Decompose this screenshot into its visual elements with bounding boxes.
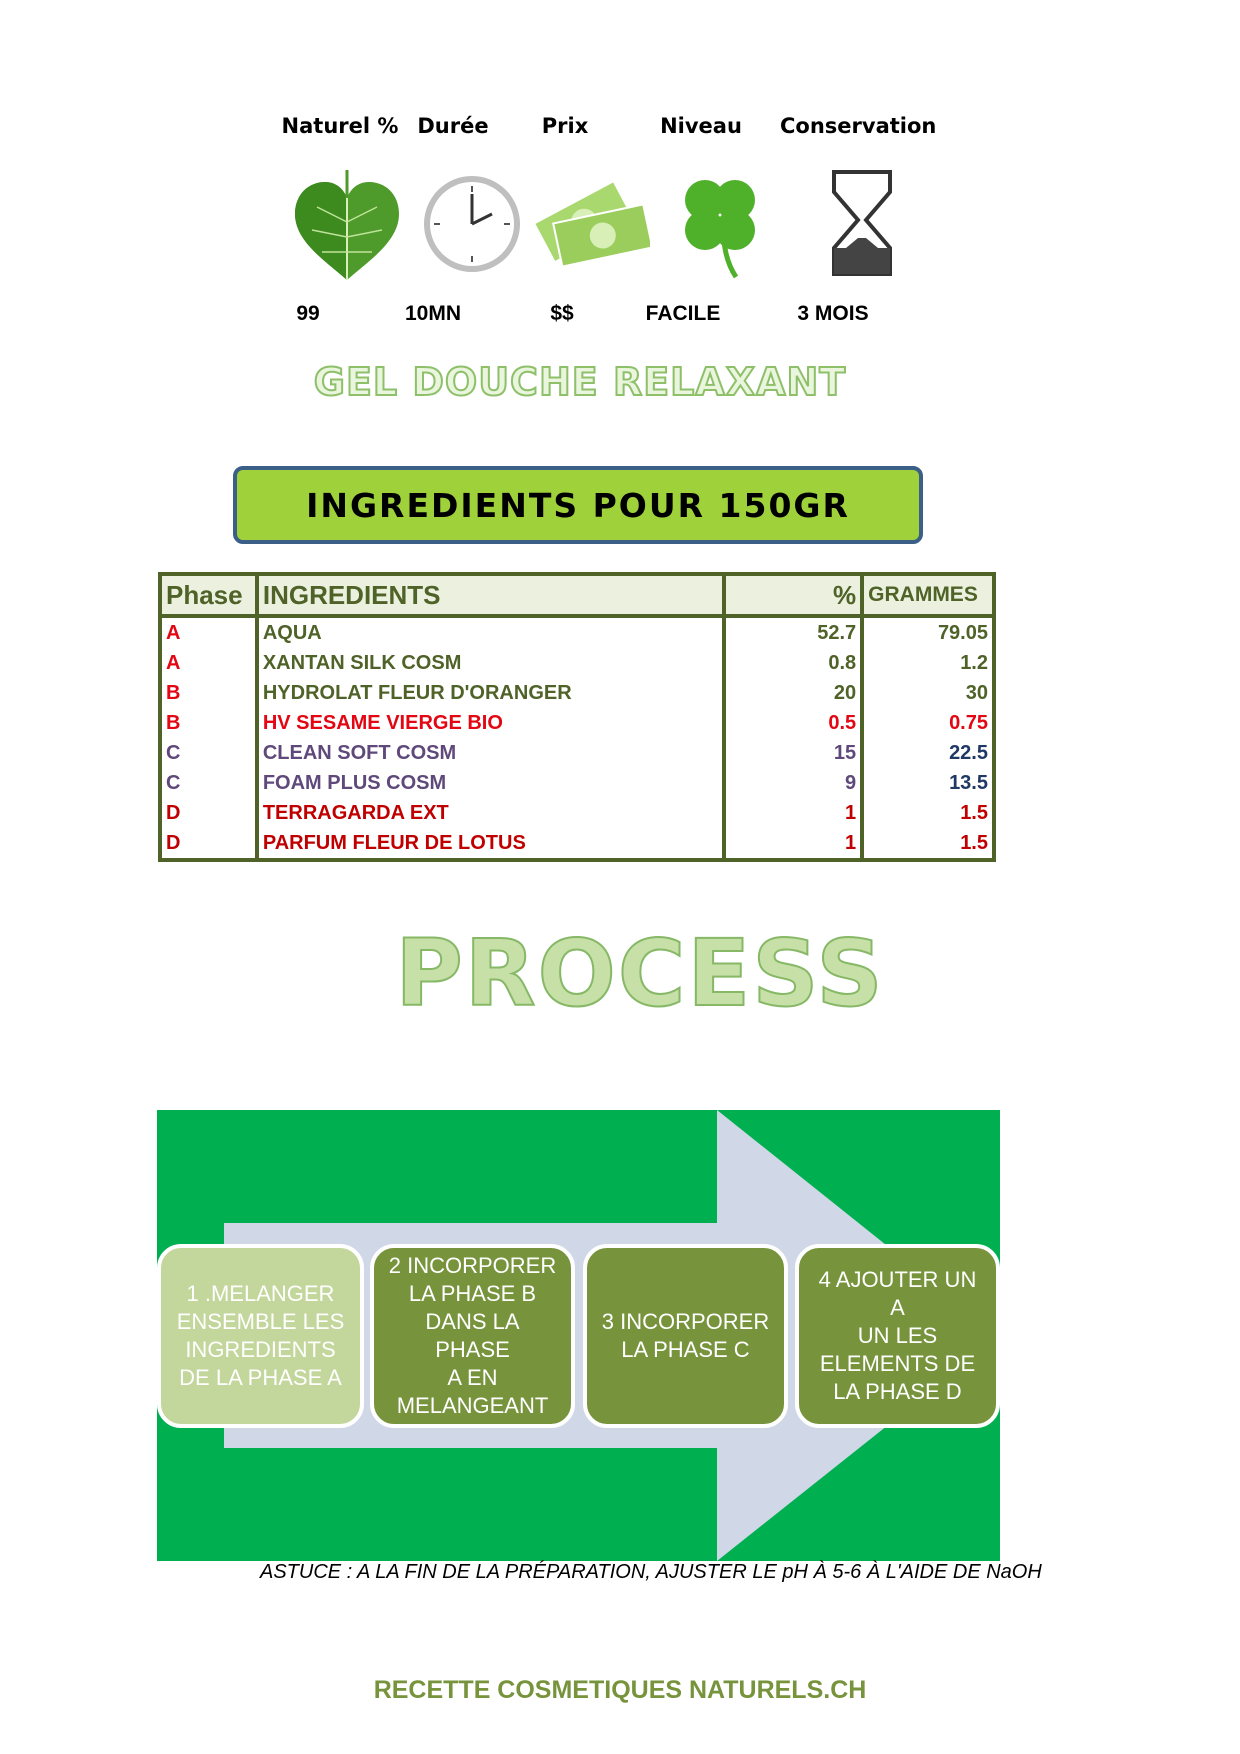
table-row bbox=[160, 828, 994, 860]
grams-cell: 79.05 bbox=[862, 616, 994, 648]
process-title: PROCESS bbox=[395, 920, 885, 1027]
ingredient-cell: XANTAN SILK COSM bbox=[257, 648, 724, 678]
money-icon bbox=[530, 162, 650, 282]
phase-cell: A bbox=[160, 616, 257, 648]
phase-cell: C bbox=[160, 738, 257, 768]
ingredient-cell: AQUA bbox=[257, 616, 724, 648]
header-phase: Phase bbox=[160, 574, 257, 616]
percent-cell: 0.8 bbox=[724, 648, 862, 678]
leaf-icon bbox=[287, 162, 407, 282]
table-row bbox=[160, 798, 994, 828]
header-percent: % bbox=[724, 574, 862, 616]
ingredient-cell: CLEAN SOFT COSM bbox=[257, 738, 724, 768]
grams-cell: 1.2 bbox=[862, 648, 994, 678]
ingredients-table bbox=[158, 572, 996, 862]
value-niveau: FACILE bbox=[645, 302, 721, 325]
ingredient-cell: FOAM PLUS COSM bbox=[257, 768, 724, 798]
clover-icon bbox=[660, 162, 780, 282]
ingredients-banner-text: INGREDIENTS POUR 150GR bbox=[306, 485, 850, 525]
phase-cell: D bbox=[160, 798, 257, 828]
table-row bbox=[160, 738, 994, 768]
percent-cell: 1 bbox=[724, 798, 862, 828]
label-naturel: Naturel % bbox=[281, 114, 399, 138]
grams-cell: 30 bbox=[862, 678, 994, 708]
grams-cell: 13.5 bbox=[862, 768, 994, 798]
value-naturel: 99 bbox=[296, 302, 320, 325]
ingredient-cell: PARFUM FLEUR DE LOTUS bbox=[257, 828, 724, 860]
value-prix: $$ bbox=[550, 302, 574, 325]
header-grams: GRAMMES bbox=[862, 574, 994, 616]
phase-cell: C bbox=[160, 768, 257, 798]
phase-cell: B bbox=[160, 678, 257, 708]
ingredients-banner bbox=[233, 466, 923, 544]
ingredient-cell: HYDROLAT FLEUR D'ORANGER bbox=[257, 678, 724, 708]
value-duree: 10MN bbox=[404, 302, 462, 325]
phase-cell: D bbox=[160, 828, 257, 860]
label-conservation: Conservation bbox=[780, 114, 937, 138]
label-duree: Durée bbox=[417, 114, 489, 138]
table-row bbox=[160, 648, 994, 678]
value-conservation: 3 MOIS bbox=[797, 302, 869, 325]
grams-cell: 0.75 bbox=[862, 708, 994, 738]
percent-cell: 9 bbox=[724, 768, 862, 798]
grams-cell: 22.5 bbox=[862, 738, 994, 768]
table-row bbox=[160, 708, 994, 738]
percent-cell: 0.5 bbox=[724, 708, 862, 738]
table-row bbox=[160, 616, 994, 648]
percent-cell: 15 bbox=[724, 738, 862, 768]
table-row bbox=[160, 768, 994, 798]
table-header-row bbox=[160, 574, 994, 616]
label-niveau: Niveau bbox=[660, 114, 742, 138]
grams-cell: 1.5 bbox=[862, 828, 994, 860]
footer-text: RECETTE COSMETIQUES NATURELS.CH bbox=[373, 1676, 867, 1704]
process-step-3: 3 INCORPORER LA PHASE C bbox=[583, 1244, 788, 1428]
header-ingredients: INGREDIENTS bbox=[257, 574, 724, 616]
process-step-1: 1 .MELANGER ENSEMBLE LES INGREDIENTS DE LA PHASE A bbox=[157, 1244, 364, 1428]
hourglass-icon bbox=[802, 162, 922, 282]
process-step-4: 4 AJOUTER UN A UN LES ELEMENTS DE LA PHASE D bbox=[795, 1244, 1000, 1428]
label-prix: Prix bbox=[541, 114, 589, 138]
percent-cell: 20 bbox=[724, 678, 862, 708]
phase-cell: B bbox=[160, 708, 257, 738]
percent-cell: 1 bbox=[724, 828, 862, 860]
phase-cell: A bbox=[160, 648, 257, 678]
grams-cell: 1.5 bbox=[862, 798, 994, 828]
tip-text: ASTUCE : A LA FIN DE LA PRÉPARATION, AJUSTER LE pH À 5-6 À L'AIDE DE NaOH bbox=[260, 1561, 1042, 1583]
clock-icon bbox=[412, 162, 532, 282]
percent-cell: 52.7 bbox=[724, 616, 862, 648]
process-step-2: 2 INCORPORER LA PHASE B DANS LA PHASE A EN MELANGEANT bbox=[370, 1244, 575, 1428]
recipe-title: GEL DOUCHE RELAXANT bbox=[313, 360, 847, 404]
table-row bbox=[160, 678, 994, 708]
ingredient-cell: TERRAGARDA EXT bbox=[257, 798, 724, 828]
ingredient-cell: HV SESAME VIERGE BIO bbox=[257, 708, 724, 738]
